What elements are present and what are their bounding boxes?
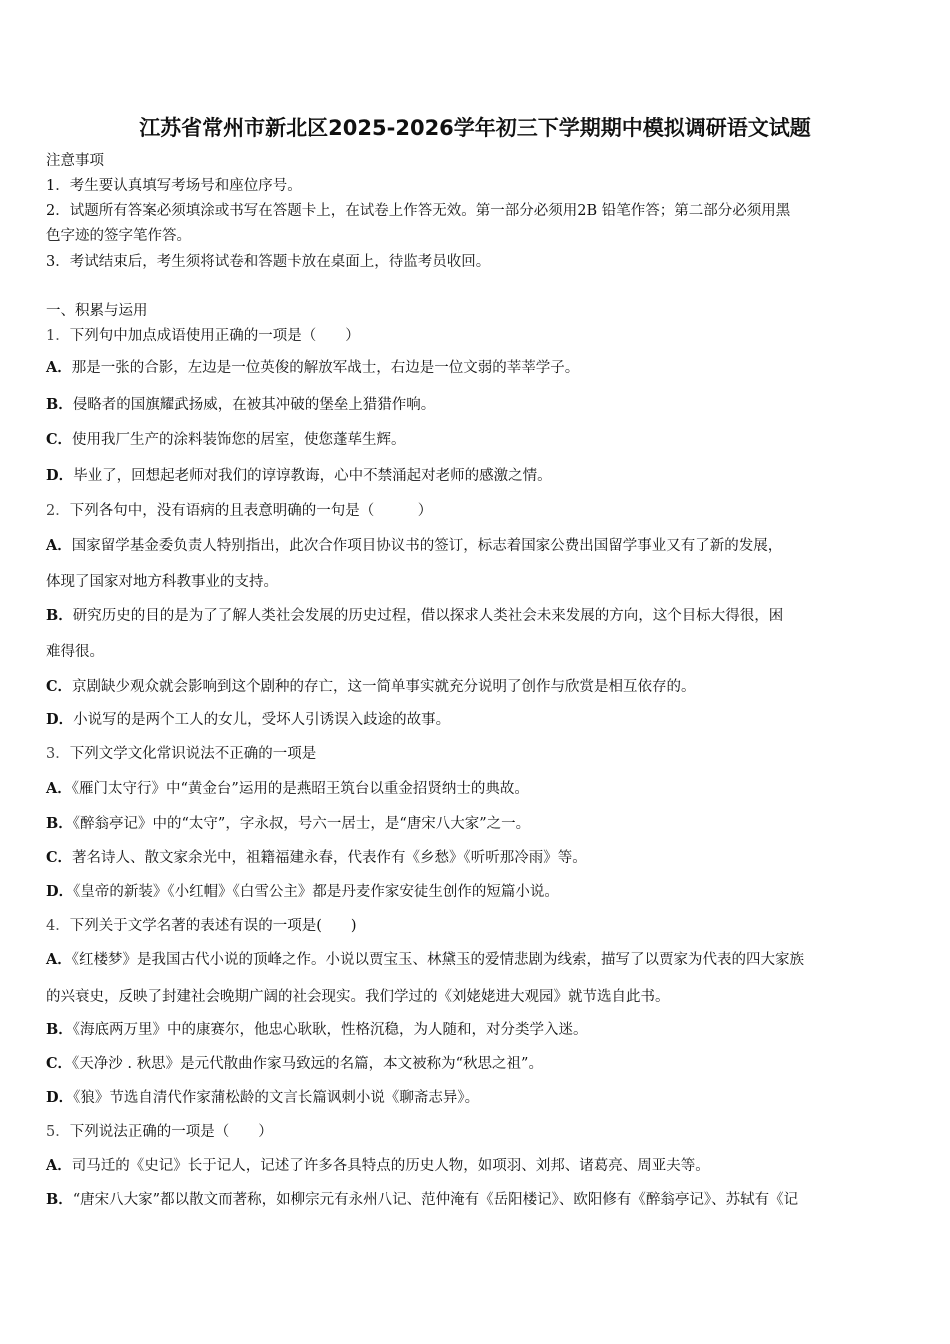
question-stem [46,917,357,935]
option-text: 使用我厂生产的涂料装饰您的居室，使您蓬荜生辉。 [72,432,406,448]
question-number: 3． [46,746,70,762]
option-text: 研究历史的目的是为了了解人类社会发展的历史过程，借以探求人类社会未来发展的方向，这个目标大得很，困 [72,608,784,624]
option-text: 国家留学基金委负责人特别指出，此次合作项目协议书的签订，标志着国家公费出国留学事业又有了新的发展， [71,538,783,554]
option-label: B． [46,607,73,624]
option-item [46,1089,479,1107]
notes-heading: 注意事项 [46,153,104,169]
option-text: 《皇帝的新装》《小红帽》《白雪公主》都是丹麦作家安徒生创作的短篇小说。 [73,884,559,900]
option-text: 毕业了，回想起老师对我们的谆谆教诲，心中不禁涌起对老师的感激之情。 [73,468,552,484]
question-number: 1． [46,328,70,344]
option-label: D． [46,1089,74,1106]
option-text: 《天净沙 . 秋思》是元代散曲作家马致远的名篇，本文被称为“秋思之祖”。 [72,1056,543,1072]
option-text: 《海底两万里》中的康赛尔，他忠心耿耿，性格沉稳，为人随和，对分类学入迷。 [72,1022,588,1038]
question-text: 下列句中加点成语使用正确的一项是（ ） [69,328,360,344]
option-text: 小说写的是两个工人的女儿，受坏人引诱误入歧途的故事。 [73,712,451,728]
option-item [46,1055,543,1073]
option-text: “唐宋八大家”都以散文而著称，如柳宗元有永州八记、范仲淹有《岳阳楼记》、欧阳修有《醉翁亭记》、苏轼有《记 [72,1192,799,1208]
question-text: 下列说法正确的一项是（ ） [69,1124,273,1140]
note-item: 1．考生要认真填写考场号和座位序号。 [46,178,302,194]
option-text: 《红楼梦》是我国古代小说的顶峰之作。小说以贾宝玉、林黛玉的爱情悲剧为线索，描写了以贾家为代表的四大家族 [71,952,805,968]
section-heading: 一、积累与运用 [46,303,148,319]
option-label: A． [46,951,72,968]
option-item [46,467,552,485]
option-label: D． [46,711,74,728]
option-continuation: 的兴衰史，反映了封建社会晚期广阔的社会现实。我们学过的《刘姥姥进大观园》就节选自此书。 [46,989,670,1005]
option-item [46,1157,710,1175]
option-label: D． [46,883,74,900]
option-continuation: 体现了国家对地方科教事业的支持。 [46,574,278,590]
note-item: 3．考试结束后，考生须将试卷和答题卡放在桌面上，待监考员收回。 [46,254,491,270]
option-text: 《雁门太守行》中“黄金台”运用的是燕昭王筑台以重金招贤纳士的典故。 [71,781,529,797]
option-item [46,849,587,867]
option-label: B． [46,1191,73,1208]
question-text: 下列关于文学名著的表述有误的一项是( ) [69,918,357,934]
option-item [46,678,696,696]
option-label: C． [46,849,73,866]
option-text: 侵略者的国旗耀武扬威，在被其冲破的堡垒上猎猎作响。 [72,397,436,413]
option-text: 司马迁的《史记》长于记人，记述了许多各具特点的历史人物，如项羽、刘邦、诸葛亮、周亚夫等。 [71,1158,710,1174]
question-stem [46,1123,273,1141]
question-number: 4． [46,918,70,934]
option-label: B． [46,1021,73,1038]
question-stem [46,327,360,345]
option-text: 《醉翁亭记》中的“太守”，字永叔，号六一居士，是“唐宋八大家”之一。 [72,816,531,832]
option-continuation: 难得很。 [46,644,104,660]
option-item [46,815,530,833]
option-item [46,1021,588,1039]
question-text: 下列各句中，没有语病的且表意明确的一句是（ ） [69,503,433,519]
option-label: A． [46,537,72,554]
option-label: B． [46,396,73,413]
option-label: A． [46,780,72,797]
option-text: 《狼》节选自清代作家蒲松龄的文言长篇讽刺小说《聊斋志异》。 [73,1090,480,1106]
question-text: 下列文学文化常识说法不正确的一项是 [69,746,317,762]
option-item [46,780,529,798]
option-item [46,396,435,414]
question-number: 5． [46,1124,70,1140]
option-label: C． [46,678,73,695]
option-item [46,883,559,901]
question-stem [46,502,432,520]
question-stem [46,745,316,763]
option-label: D． [46,467,74,484]
option-item [46,951,804,969]
option-item [46,711,450,729]
option-item [46,607,783,625]
option-item [46,537,782,555]
option-text: 那是一张的合影，左边是一位英俊的解放军战士，右边是一位文弱的莘莘学子。 [71,360,580,376]
option-item [46,359,579,377]
option-item [46,1191,798,1209]
option-label: C． [46,431,73,448]
option-label: A． [46,1157,72,1174]
option-text: 著名诗人、散文家余光中，祖籍福建永春，代表作有《乡愁》《听听那冷雨》等。 [72,850,587,866]
note-item: 色字迹的签字笔作答。 [46,228,191,244]
option-item [46,431,406,449]
note-item: 2．试题所有答案必须填涂或书写在答题卡上，在试卷上作答无效。第一部分必须用2B 铅笔作答；第二部分必须用黑 [46,203,791,219]
option-text: 京剧缺少观众就会影响到这个剧种的存亡，这一简单事实就充分说明了创作与欣赏是相互依存的。 [72,679,696,695]
option-label: B． [46,815,73,832]
question-number: 2． [46,503,70,519]
option-label: C． [46,1055,73,1072]
option-label: A． [46,359,72,376]
page-title: 江苏省常州市新北区2025-2026学年初三下学期期中模拟调研语文试题 [139,116,811,140]
